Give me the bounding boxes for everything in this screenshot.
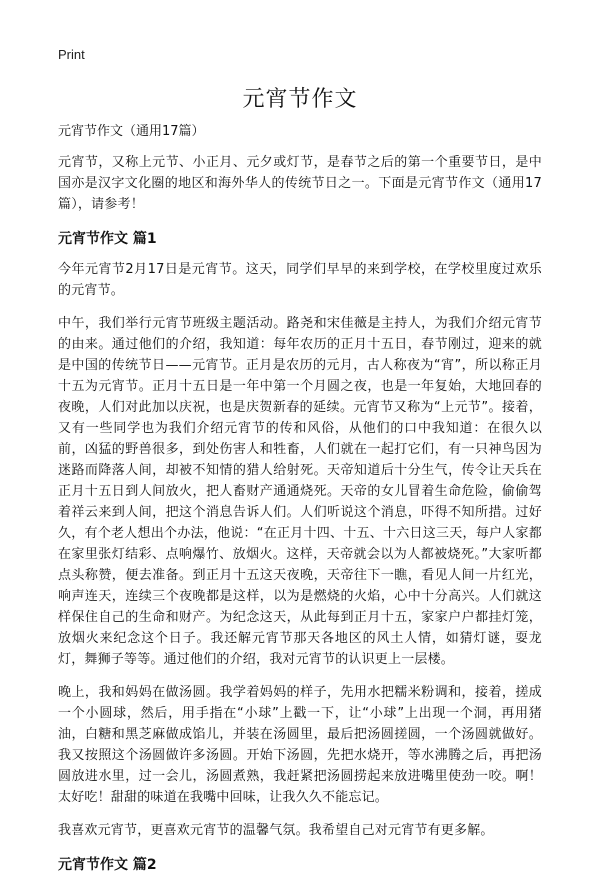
article-subtitle: 元宵节作文（通用17篇） <box>58 124 205 139</box>
print-link[interactable]: Print <box>58 47 85 62</box>
section-heading-1: 元宵节作文 篇1 <box>58 231 157 247</box>
section-1-paragraph-4: 我喜欢元宵节，更喜欢元宵节的温馨气氛。我希望自己对元宵节有更多解。 <box>58 823 494 838</box>
article-body <box>58 122 542 885</box>
section-heading-2: 元宵节作文 篇2 <box>58 857 157 873</box>
section-1-paragraph-3: 晚上，我和妈妈在做汤圆。我学着妈妈的样子，先用水把糯米粉调和，接着，搓成一个小圆球，然后，用手指在“小球”上戳一下，让“小球”上出现一个洞，再用猪油，白糖和黑芝麻做成馅儿，并装在汤圆里，最后把汤圆搓圆，一个汤圆就做好。我又按照这个汤圆做许多汤圆。开始下汤圆，先把水烧开，等水沸腾之后，再把汤圆放进水里，过一会儿，汤圆煮熟，我赶紧把汤圆捞起来放进嘴里使劲一咬。啊！太好吃！甜甜的味道在我嘴中回味，让我久久不能忘记。 <box>58 685 542 805</box>
section-1-paragraph-2: 中午，我们举行元宵节班级主题活动。路尧和宋佳薇是主持人，为我们介绍元宵节的由来。通过他们的介绍，我知道：每年农历的正月十五日，春节刚过，迎来的就是中国的传统节日——元宵节。正月是农历的元月，古人称夜为“宵”，所以称正月十五为元宵节。正月十五日是一年中第一个月圆之夜，也是一年复始，大地回春的夜晚，人们对此加以庆祝，也是庆贺新春的延续。元宵节又称为“上元节”。接着，又有一些同学也为我们介绍元宵节的传和风俗，从他们的口中我知道：在很久以前，凶猛的野兽很多，到处伤害人和牲畜，人们就在一起打它们，有一只神鸟因为迷路而降落人间，却被不知情的猎人给射死。天帝知道后十分生气，传令让天兵在正月十五日到人间放火，把人畜财产通通烧死。天帝的女儿冒着生命危险，偷偷驾着祥云来到人间，把这个消息告诉人们。人们听说这个消息，吓得不知所措。过好久，有个老人想出个办法，他说：“在正月十四、十五、十六日这三天，每户人家都在家里张灯结彩、点响爆竹、放烟火。这样，天帝就会以为人都被烧死。”大家听都点头称赞，便去准备。到正月十五这天夜晚，天帝往下一瞧，看见人间一片红光，响声连天，连续三个夜晚都是这样，以为是燃烧的火焰，心中十分高兴。人们就这样保住自己的生命和财产。为纪念这天，从此每到正月十五，家家户户都挂灯笼，放烟火来纪念这个日子。我还解元宵节那天各地区的风土人情，如猜灯谜，耍龙灯，舞狮子等等。通过他们的介绍，我对元宵节的认识更上一层楼。 <box>58 316 542 667</box>
page-title: 元宵节作文 <box>242 87 358 112</box>
section-1-paragraph-1: 今年元宵节2月17日是元宵节。这天，同学们早早的来到学校，在学校里度过欢乐的元宵节。 <box>58 262 542 298</box>
intro-paragraph: 元宵节，又称上元节、小正月、元夕或灯节，是春节之后的第一个重要节日，是中国亦是汉字文化圈的地区和海外华人的传统节日之一。下面是元宵节作文（通用17篇），请参考！ <box>58 155 542 212</box>
